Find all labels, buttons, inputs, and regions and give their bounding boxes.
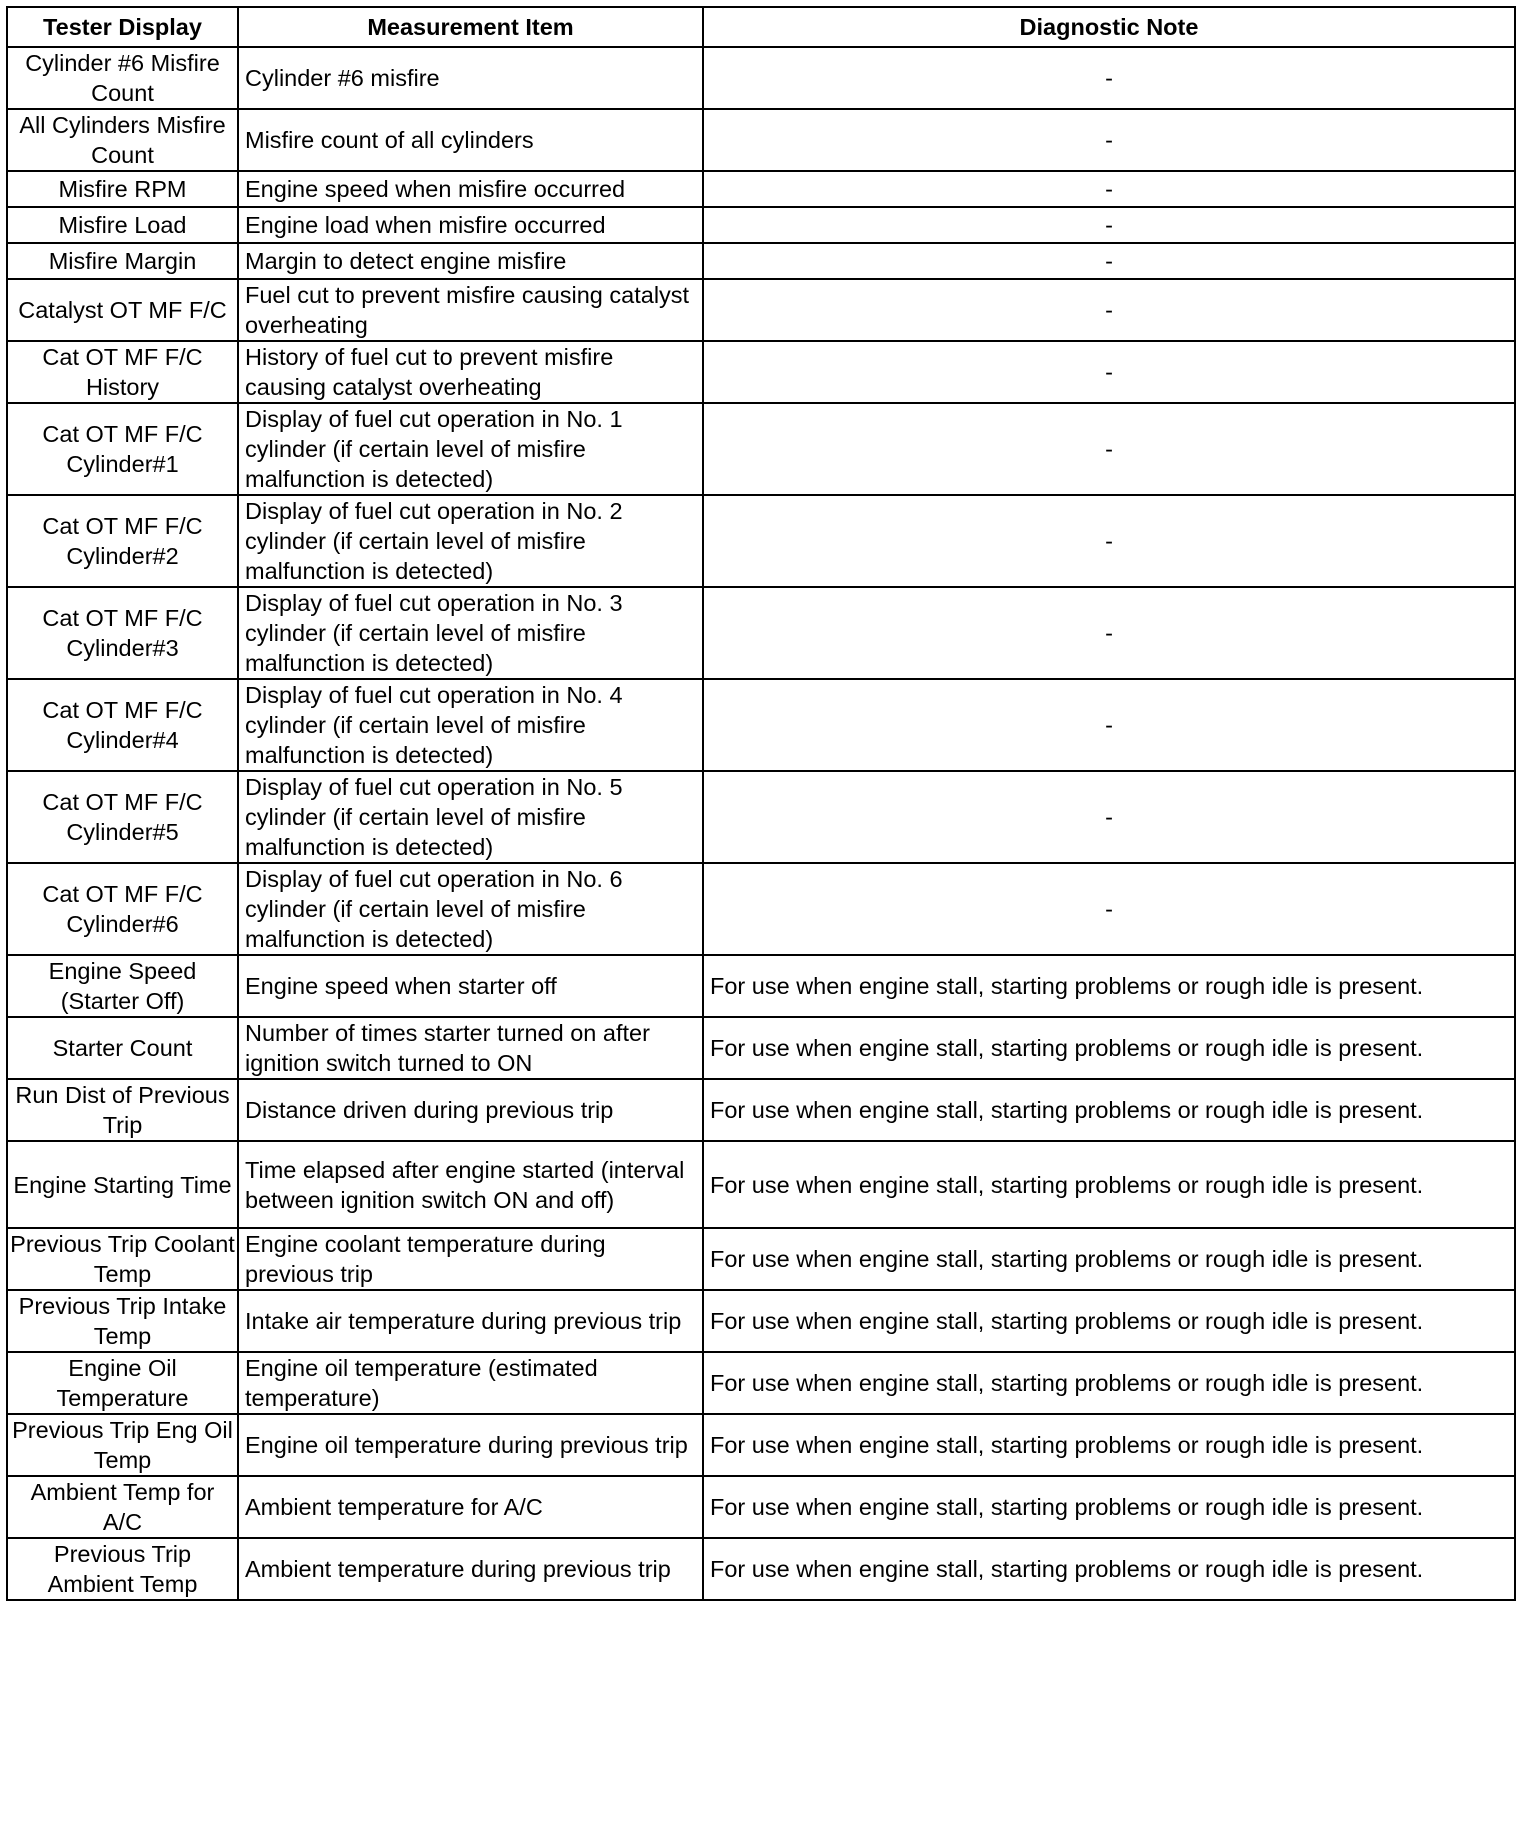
cell-measurement-item: Engine oil temperature during previous trip bbox=[238, 1414, 703, 1476]
cell-diagnostic-note: - bbox=[703, 863, 1515, 955]
cell-tester-display: Cylinder #6 Misfire Count bbox=[7, 47, 238, 109]
cell-measurement-item: Fuel cut to prevent misfire causing catalyst overheating bbox=[238, 279, 703, 341]
cell-tester-display: Cat OT MF F/C Cylinder#1 bbox=[7, 403, 238, 495]
cell-diagnostic-note: For use when engine stall, starting problems or rough idle is present. bbox=[703, 1352, 1515, 1414]
cell-measurement-item: Margin to detect engine misfire bbox=[238, 243, 703, 279]
table-row bbox=[7, 955, 1515, 1017]
cell-tester-display: Engine Speed (Starter Off) bbox=[7, 955, 238, 1017]
cell-measurement-item: Engine load when misfire occurred bbox=[238, 207, 703, 243]
cell-tester-display: Engine Starting Time bbox=[7, 1141, 238, 1228]
header-tester-display: Tester Display bbox=[7, 7, 238, 47]
cell-measurement-item: Engine coolant temperature during previous trip bbox=[238, 1228, 703, 1290]
cell-tester-display: Previous Trip Ambient Temp bbox=[7, 1538, 238, 1600]
cell-measurement-item: Engine speed when misfire occurred bbox=[238, 171, 703, 207]
table-row bbox=[7, 863, 1515, 955]
cell-measurement-item: Engine speed when starter off bbox=[238, 955, 703, 1017]
table-row bbox=[7, 279, 1515, 341]
table-row bbox=[7, 403, 1515, 495]
cell-measurement-item: Display of fuel cut operation in No. 6 cylinder (if certain level of misfire malfunction is detected) bbox=[238, 863, 703, 955]
cell-measurement-item: Display of fuel cut operation in No. 4 cylinder (if certain level of misfire malfunction is detected) bbox=[238, 679, 703, 771]
cell-measurement-item: Engine oil temperature (estimated temperature) bbox=[238, 1352, 703, 1414]
cell-diagnostic-note: - bbox=[703, 243, 1515, 279]
cell-tester-display: Previous Trip Coolant Temp bbox=[7, 1228, 238, 1290]
cell-measurement-item: Ambient temperature during previous trip bbox=[238, 1538, 703, 1600]
cell-tester-display: Ambient Temp for A/C bbox=[7, 1476, 238, 1538]
cell-diagnostic-note: For use when engine stall, starting problems or rough idle is present. bbox=[703, 1414, 1515, 1476]
cell-diagnostic-note: For use when engine stall, starting problems or rough idle is present. bbox=[703, 1538, 1515, 1600]
cell-measurement-item: Intake air temperature during previous trip bbox=[238, 1290, 703, 1352]
cell-diagnostic-note: - bbox=[703, 495, 1515, 587]
cell-measurement-item: Distance driven during previous trip bbox=[238, 1079, 703, 1141]
cell-tester-display: Previous Trip Intake Temp bbox=[7, 1290, 238, 1352]
table-row bbox=[7, 341, 1515, 403]
cell-tester-display: Cat OT MF F/C Cylinder#6 bbox=[7, 863, 238, 955]
cell-tester-display: Misfire Margin bbox=[7, 243, 238, 279]
data-list-table bbox=[6, 6, 1516, 1601]
cell-measurement-item: Display of fuel cut operation in No. 5 cylinder (if certain level of misfire malfunction is detected) bbox=[238, 771, 703, 863]
table-row bbox=[7, 1079, 1515, 1141]
cell-measurement-item: Time elapsed after engine started (interval between ignition switch ON and off) bbox=[238, 1141, 703, 1228]
cell-tester-display: All Cylinders Misfire Count bbox=[7, 109, 238, 171]
cell-diagnostic-note: - bbox=[703, 403, 1515, 495]
header-row bbox=[7, 7, 1515, 47]
table-row bbox=[7, 243, 1515, 279]
cell-measurement-item: Ambient temperature for A/C bbox=[238, 1476, 703, 1538]
table-row bbox=[7, 1017, 1515, 1079]
cell-tester-display: Catalyst OT MF F/C bbox=[7, 279, 238, 341]
cell-tester-display: Engine Oil Temperature bbox=[7, 1352, 238, 1414]
table-row bbox=[7, 171, 1515, 207]
cell-diagnostic-note: For use when engine stall, starting problems or rough idle is present. bbox=[703, 1290, 1515, 1352]
table-row bbox=[7, 1352, 1515, 1414]
cell-tester-display: Cat OT MF F/C Cylinder#4 bbox=[7, 679, 238, 771]
cell-diagnostic-note: - bbox=[703, 341, 1515, 403]
cell-measurement-item: History of fuel cut to prevent misfire causing catalyst overheating bbox=[238, 341, 703, 403]
table-row bbox=[7, 587, 1515, 679]
cell-diagnostic-note: - bbox=[703, 279, 1515, 341]
table-row bbox=[7, 47, 1515, 109]
cell-measurement-item: Display of fuel cut operation in No. 3 cylinder (if certain level of misfire malfunction is detected) bbox=[238, 587, 703, 679]
cell-diagnostic-note: - bbox=[703, 171, 1515, 207]
cell-diagnostic-note: - bbox=[703, 47, 1515, 109]
cell-tester-display: Run Dist of Previous Trip bbox=[7, 1079, 238, 1141]
cell-tester-display: Misfire RPM bbox=[7, 171, 238, 207]
cell-diagnostic-note: - bbox=[703, 207, 1515, 243]
table-row bbox=[7, 495, 1515, 587]
cell-measurement-item: Display of fuel cut operation in No. 2 cylinder (if certain level of misfire malfunction is detected) bbox=[238, 495, 703, 587]
cell-tester-display: Cat OT MF F/C Cylinder#2 bbox=[7, 495, 238, 587]
cell-measurement-item: Number of times starter turned on after ignition switch turned to ON bbox=[238, 1017, 703, 1079]
cell-diagnostic-note: For use when engine stall, starting problems or rough idle is present. bbox=[703, 1476, 1515, 1538]
table-row bbox=[7, 1141, 1515, 1228]
header-diagnostic-note: Diagnostic Note bbox=[703, 7, 1515, 47]
cell-diagnostic-note: - bbox=[703, 109, 1515, 171]
table-row bbox=[7, 1538, 1515, 1600]
cell-tester-display: Cat OT MF F/C History bbox=[7, 341, 238, 403]
cell-diagnostic-note: For use when engine stall, starting problems or rough idle is present. bbox=[703, 1079, 1515, 1141]
cell-diagnostic-note: For use when engine stall, starting problems or rough idle is present. bbox=[703, 1017, 1515, 1079]
cell-diagnostic-note: For use when engine stall, starting problems or rough idle is present. bbox=[703, 1141, 1515, 1228]
cell-tester-display: Starter Count bbox=[7, 1017, 238, 1079]
cell-tester-display: Previous Trip Eng Oil Temp bbox=[7, 1414, 238, 1476]
cell-tester-display: Misfire Load bbox=[7, 207, 238, 243]
table-row bbox=[7, 207, 1515, 243]
table-row bbox=[7, 109, 1515, 171]
cell-diagnostic-note: For use when engine stall, starting problems or rough idle is present. bbox=[703, 1228, 1515, 1290]
table-row bbox=[7, 679, 1515, 771]
cell-diagnostic-note: - bbox=[703, 679, 1515, 771]
header-measurement-item: Measurement Item bbox=[238, 7, 703, 47]
table-row bbox=[7, 1290, 1515, 1352]
cell-diagnostic-note: - bbox=[703, 587, 1515, 679]
table-row bbox=[7, 771, 1515, 863]
cell-diagnostic-note: For use when engine stall, starting problems or rough idle is present. bbox=[703, 955, 1515, 1017]
cell-measurement-item: Display of fuel cut operation in No. 1 cylinder (if certain level of misfire malfunction is detected) bbox=[238, 403, 703, 495]
table-row bbox=[7, 1414, 1515, 1476]
table-row bbox=[7, 1476, 1515, 1538]
cell-tester-display: Cat OT MF F/C Cylinder#5 bbox=[7, 771, 238, 863]
cell-tester-display: Cat OT MF F/C Cylinder#3 bbox=[7, 587, 238, 679]
cell-measurement-item: Misfire count of all cylinders bbox=[238, 109, 703, 171]
table-row bbox=[7, 1228, 1515, 1290]
cell-diagnostic-note: - bbox=[703, 771, 1515, 863]
cell-measurement-item: Cylinder #6 misfire bbox=[238, 47, 703, 109]
